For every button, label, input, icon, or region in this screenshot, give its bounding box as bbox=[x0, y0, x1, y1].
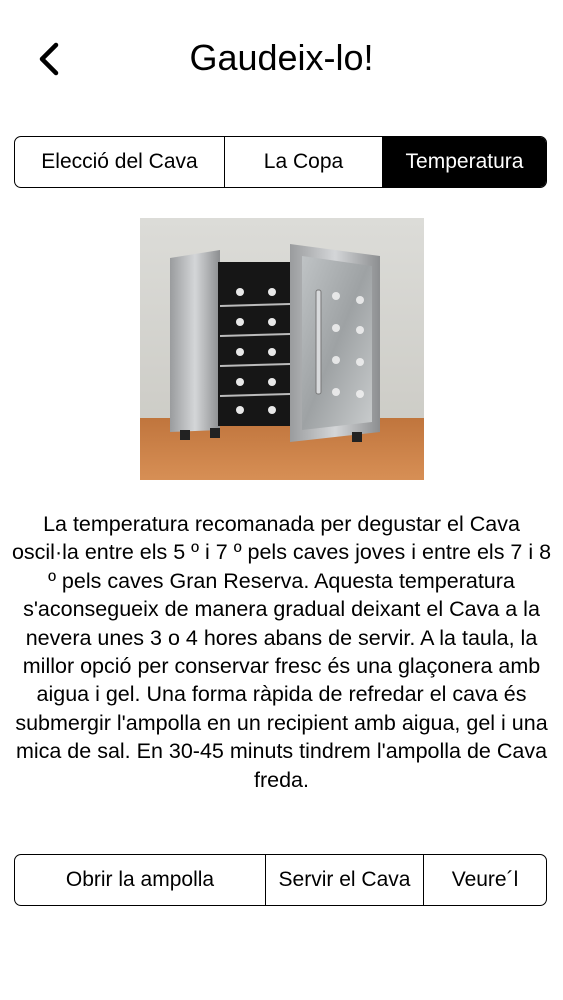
tab-eleccio-del-cava[interactable]: Elecció del Cava bbox=[15, 137, 225, 187]
tab-temperatura[interactable]: Temperatura bbox=[383, 137, 546, 187]
tab-veure-l[interactable]: Veure´l bbox=[451, 868, 519, 891]
top-segmented-control bbox=[14, 136, 547, 188]
bottom-segmented-control bbox=[14, 854, 547, 906]
tab-servir-el-cava[interactable]: Servir el Cava bbox=[266, 855, 424, 905]
tab-obrir-la-ampolla[interactable]: Obrir la ampolla bbox=[15, 855, 266, 905]
nav-bar bbox=[0, 0, 563, 115]
wine-fridge-image bbox=[140, 218, 424, 480]
temperature-description: La temperatura recomanada per degustar el Cava oscil·la entre els 5 º i 7 º pels caves joves i entre els 7 i 8 º pels caves Gran Reserva. Aquesta temperatura s'aconsegueix de manera gradual deixant el Cava a la nevera unes 3 o 4 hores abans de servir. A la taula, la millor opció per conservar fresc és una glaçonera amb aigua i gel. Una forma ràpida de refredar el cava és submergir l'ampolla en un recipient amb aigua, gel i una mica de sal. En 30-45 minuts tindrem l'ampolla de Cava freda. bbox=[11, 512, 552, 792]
page-title: Gaudeix-lo! bbox=[189, 37, 374, 78]
tab-la-copa[interactable]: La Copa bbox=[225, 137, 383, 187]
